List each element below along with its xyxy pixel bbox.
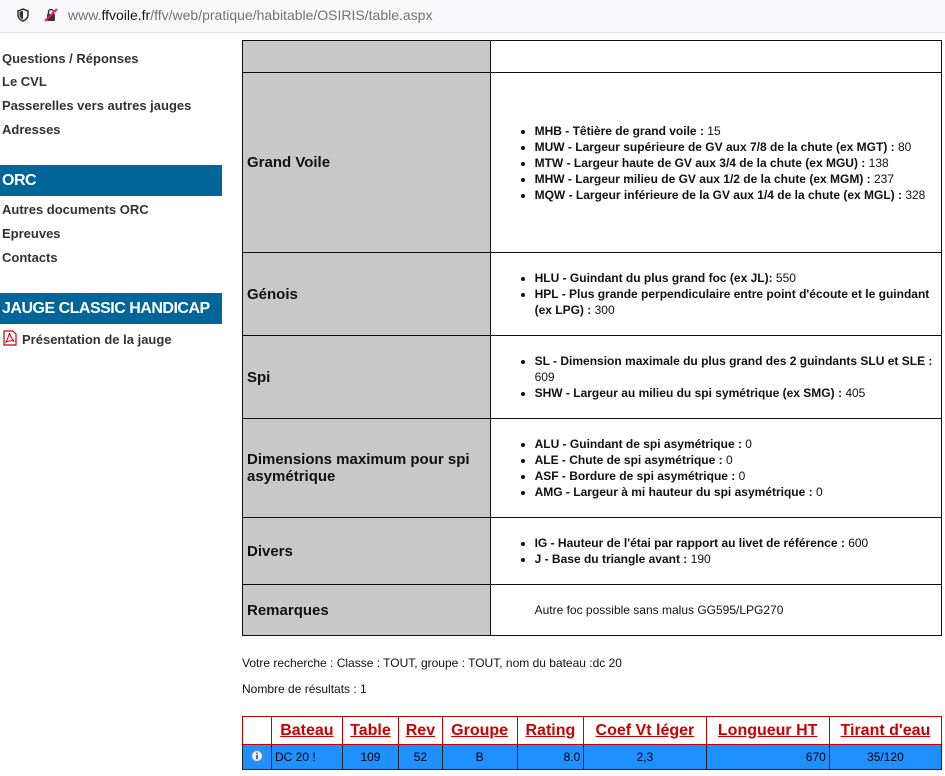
row-label: Dimensions maximum pour spi asymétrique xyxy=(243,419,491,518)
cell-rev: 52 xyxy=(399,745,443,770)
table-row-partial xyxy=(243,41,942,73)
list-item: • MTW - Largeur haute de GV aux 3/4 de la chute (ex MGU) : 138 xyxy=(535,155,935,171)
row-values xyxy=(490,585,941,636)
list-item: • MHW - Largeur milieu de GV aux 1/2 de la chute (ex MGM) : 237 xyxy=(535,171,935,187)
sort-longueur-link[interactable]: Longueur HT xyxy=(706,717,829,745)
cell-coef: 2,3 xyxy=(584,745,706,770)
measurement-table xyxy=(242,40,942,636)
sidebar-link-questions[interactable]: Questions / Réponses xyxy=(2,51,139,66)
search-summary: Votre recherche : Classe : TOUT, groupe : TOUT, nom du bateau :dc 20 xyxy=(242,656,622,670)
sidebar-header-orc: ORC xyxy=(0,165,222,196)
row-label: Spi xyxy=(243,336,491,419)
cell-rating: 8.0 xyxy=(517,745,584,770)
row-values xyxy=(490,336,941,419)
row-label: Grand Voile xyxy=(243,73,491,253)
sort-coef-link[interactable]: Coef Vt léger xyxy=(584,717,706,745)
list-item: • MQW - Largeur inférieure de la GV aux 1/4 de la chute (ex MGL) : 328 xyxy=(535,187,935,203)
cell-table: 109 xyxy=(342,745,398,770)
address-bar[interactable] xyxy=(0,0,945,33)
sort-groupe-link[interactable]: Groupe xyxy=(442,717,517,745)
sort-rev-link[interactable]: Rev xyxy=(399,717,443,745)
sidebar-link-passerelles[interactable]: Passerelles vers autres jauges xyxy=(2,98,192,113)
sidebar-link-presentation[interactable]: Présentation de la jauge xyxy=(22,332,172,347)
shield-icon[interactable] xyxy=(16,8,30,22)
list-item: • IG - Hauteur de l'étai par rapport au livet de référence : 600 xyxy=(535,535,935,551)
sidebar-link-epreuves[interactable]: Epreuves xyxy=(2,226,61,241)
list-item: • MHB - Têtière de grand voile : 15 xyxy=(535,123,935,139)
table-row-divers xyxy=(243,518,942,585)
sort-bateau-link[interactable]: Bateau xyxy=(272,717,343,745)
row-label: Divers xyxy=(243,518,491,585)
url-text[interactable] xyxy=(68,7,432,23)
row-label-partial xyxy=(243,41,491,73)
header-blank xyxy=(243,717,272,745)
url-path: /ffv/web/pratique/habitable/OSIRIS/table.aspx xyxy=(150,7,433,23)
list-item: • ALE - Chute de spi asymétrique : 0 xyxy=(535,452,935,468)
sidebar xyxy=(0,33,222,776)
results-header-row xyxy=(243,717,942,745)
row-value-partial xyxy=(490,41,941,73)
list-item: • AMG - Largeur à mi hauteur du spi asymétrique : 0 xyxy=(535,484,935,500)
result-count: Nombre de résultats : 1 xyxy=(242,682,367,696)
sort-table-link[interactable]: Table xyxy=(342,717,398,745)
table-row-remarques xyxy=(243,585,942,636)
sidebar-header-classic: JAUGE CLASSIC HANDICAP xyxy=(0,293,222,324)
info-icon-cell[interactable] xyxy=(243,745,272,770)
row-values xyxy=(490,73,941,253)
row-values xyxy=(490,419,941,518)
table-row-spi-asymetrique xyxy=(243,419,942,518)
table-row-grand-voile xyxy=(243,73,942,253)
list-item: • MUW - Largeur supérieure de GV aux 7/8 de la chute (ex MGT) : 80 xyxy=(535,139,935,155)
url-prefix: www. xyxy=(68,7,102,23)
sidebar-link-adresses[interactable]: Adresses xyxy=(2,122,61,137)
sidebar-link-cvl[interactable]: Le CVL xyxy=(2,74,47,89)
list-item: • J - Base du triangle avant : 190 xyxy=(535,551,935,567)
row-values xyxy=(490,518,941,585)
cell-groupe: B xyxy=(442,745,517,770)
cell-bateau: DC 20 ! xyxy=(272,745,343,770)
results-table xyxy=(242,716,942,770)
pdf-icon[interactable] xyxy=(2,330,18,346)
sort-tirant-link[interactable]: Tirant d'eau xyxy=(829,717,941,745)
cell-longueur: 670 xyxy=(706,745,829,770)
url-host: ffvoile.fr xyxy=(101,7,151,23)
list-item: • ASF - Bordure de spi asymétrique : 0 xyxy=(535,468,935,484)
list-item: • HPL - Plus grande perpendiculaire entre point d'écoute et le guindant (ex LPG) : 300 xyxy=(535,286,935,318)
row-values xyxy=(490,253,941,336)
row-label: Remarques xyxy=(243,585,491,636)
table-row-spi xyxy=(243,336,942,419)
list-item: • SL - Dimension maximale du plus grand des 2 guindants SLU et SLE : 609 xyxy=(535,353,935,385)
sort-rating-link[interactable]: Rating xyxy=(517,717,584,745)
list-item: • SHW - Largeur au milieu du spi symétrique (ex SMG) : 405 xyxy=(535,385,935,401)
info-icon[interactable] xyxy=(251,750,263,762)
table-row[interactable] xyxy=(243,745,942,770)
sidebar-link-autres-documents[interactable]: Autres documents ORC xyxy=(2,202,149,217)
remark-text: Autre foc possible sans malus GG595/LPG270 xyxy=(534,603,784,617)
list-item: • HLU - Guindant du plus grand foc (ex JL): 550 xyxy=(535,270,935,286)
sidebar-link-contacts[interactable]: Contacts xyxy=(2,250,58,265)
table-row-genois xyxy=(243,253,942,336)
insecure-lock-icon[interactable] xyxy=(44,8,58,22)
cell-tirant: 35/120 xyxy=(829,745,941,770)
row-label: Génois xyxy=(243,253,491,336)
list-item: • ALU - Guindant de spi asymétrique : 0 xyxy=(535,436,935,452)
